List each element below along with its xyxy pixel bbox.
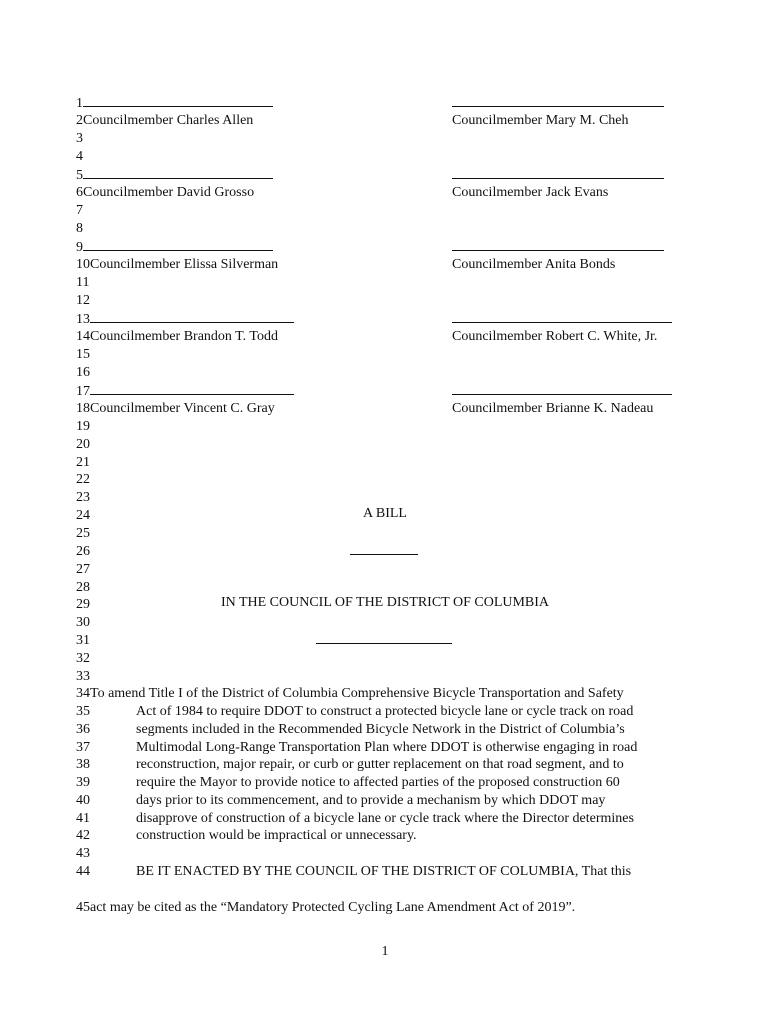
signature-line: [90, 382, 294, 395]
line-41: [76, 810, 90, 828]
line-number: 4: [76, 149, 83, 164]
line-20: [76, 436, 90, 454]
line-number: 18: [76, 401, 90, 416]
line-19: [76, 418, 90, 436]
signature-line: [83, 166, 273, 179]
council-heading: IN THE COUNCIL OF THE DISTRICT OF COLUMBIA: [220, 595, 550, 610]
line-31: [76, 632, 90, 650]
bill-heading: A BILL: [363, 506, 407, 521]
line-35: [76, 703, 90, 721]
line-number: 16: [76, 365, 90, 380]
line-number: 12: [76, 293, 90, 308]
line-number: 21: [76, 455, 90, 470]
line-number: 38: [76, 757, 90, 772]
title-text: require the Mayor to provide notice to affected parties of the proposed construction 60: [136, 775, 620, 790]
line-number: 33: [76, 669, 90, 684]
councilmember-name: Councilmember Robert C. White, Jr.: [452, 329, 658, 344]
line-number: 45: [76, 900, 90, 915]
line-number: 19: [76, 419, 90, 434]
line-number: 2: [76, 113, 83, 128]
line-number: 40: [76, 793, 90, 808]
line-44: [76, 863, 90, 881]
line-number: 17: [76, 384, 90, 399]
line-6: [76, 184, 254, 202]
date-rule: [316, 643, 452, 644]
signature-line: [452, 106, 664, 107]
page-number: 1: [381, 944, 389, 959]
line-37: [76, 739, 90, 757]
line-number: 6: [76, 185, 83, 200]
title-text: Act of 1984 to require DDOT to construct a protected bicycle lane or cycle track on road: [136, 704, 634, 719]
line-number: 27: [76, 562, 90, 577]
councilmember-name: Councilmember Jack Evans: [452, 185, 609, 200]
line-32: [76, 650, 90, 668]
line-number: 5: [76, 168, 83, 183]
line-27: [76, 561, 90, 579]
title-text: To amend Title I of the District of Columbia Comprehensive Bicycle Transportation and Safety: [90, 686, 624, 701]
line-21: [76, 454, 90, 472]
councilmember-name: Councilmember Mary M. Cheh: [452, 113, 629, 128]
line-number: 28: [76, 580, 90, 595]
line-number: 24: [76, 508, 90, 523]
line-number: 35: [76, 704, 90, 719]
line-10: [76, 256, 278, 274]
line-number: 42: [76, 828, 90, 843]
line-36: [76, 721, 90, 739]
line-number: 44: [76, 864, 90, 879]
short-title-text: act may be cited as the “Mandatory Protected Cycling Lane Amendment Act of 2019”.: [90, 900, 576, 915]
line-12: [76, 292, 90, 310]
enacting-clause: BE IT ENACTED BY THE COUNCIL OF THE DISTRICT OF COLUMBIA, That this: [136, 864, 632, 879]
line-number: 30: [76, 615, 90, 630]
line-45: [76, 899, 575, 917]
signature-line: [452, 322, 672, 323]
line-number: 31: [76, 633, 90, 648]
line-39: [76, 774, 90, 792]
councilmember-name: Councilmember Charles Allen: [83, 113, 254, 128]
line-15: [76, 346, 90, 364]
line-number: 7: [76, 203, 83, 218]
line-42: [76, 827, 90, 845]
line-number: 34: [76, 686, 90, 701]
line-number: 1: [76, 96, 83, 111]
line-number: 20: [76, 437, 90, 452]
bill-number-rule: [350, 554, 418, 555]
signature-line: [83, 238, 273, 251]
line-number: 29: [76, 597, 90, 612]
line-number: 11: [76, 275, 90, 290]
title-text: reconstruction, major repair, or curb or gutter replacement on that road segment, and to: [136, 757, 624, 772]
title-text: construction would be impractical or unnecessary.: [136, 828, 417, 843]
line-number: 39: [76, 775, 90, 790]
line-number: 9: [76, 240, 83, 255]
signature-line: [452, 394, 672, 395]
title-text: days prior to its commencement, and to provide a mechanism by which DDOT may: [136, 793, 606, 808]
councilmember-name: Councilmember Brandon T. Todd: [90, 329, 278, 344]
line-43: [76, 845, 90, 863]
line-number: 36: [76, 722, 90, 737]
line-2: [76, 112, 253, 130]
line-number: 37: [76, 740, 90, 755]
line-7: [76, 202, 83, 220]
line-30: [76, 614, 90, 632]
line-number: 32: [76, 651, 90, 666]
line-number: 8: [76, 221, 83, 236]
line-8: [76, 220, 83, 238]
line-4: [76, 148, 83, 166]
line-number: 23: [76, 490, 90, 505]
councilmember-name: Councilmember Vincent C. Gray: [90, 401, 275, 416]
line-number: 15: [76, 347, 90, 362]
line-11: [76, 274, 89, 292]
line-number: 22: [76, 472, 90, 487]
councilmember-name: Councilmember Elissa Silverman: [90, 257, 279, 272]
signature-line: [452, 178, 664, 179]
line-number: 43: [76, 846, 90, 861]
line-9: [76, 238, 273, 256]
title-text: disapprove of construction of a bicycle lane or cycle track where the Director determines: [136, 811, 634, 826]
line-number: 3: [76, 131, 83, 146]
line-number: 10: [76, 257, 90, 272]
line-13: [76, 310, 294, 328]
councilmember-name: Councilmember David Grosso: [83, 185, 255, 200]
title-text: Multimodal Long-Range Transportation Plan where DDOT is otherwise engaging in road: [136, 740, 638, 755]
line-number: 41: [76, 811, 90, 826]
line-26: [76, 543, 90, 561]
line-number: 13: [76, 312, 90, 327]
line-40: [76, 792, 90, 810]
line-1: [76, 94, 273, 112]
line-38: [76, 756, 90, 774]
line-5: [76, 166, 273, 184]
line-3: [76, 130, 83, 148]
councilmember-name: Councilmember Anita Bonds: [452, 257, 616, 272]
line-16: [76, 364, 90, 382]
signature-line: [83, 94, 273, 107]
councilmember-name: Councilmember Brianne K. Nadeau: [452, 401, 654, 416]
line-number: 25: [76, 526, 90, 541]
line-33: [76, 668, 90, 686]
line-18: [76, 400, 275, 418]
signature-line: [452, 250, 664, 251]
line-17: [76, 382, 294, 400]
line-22: [76, 471, 90, 489]
title-text: segments included in the Recommended Bicycle Network in the District of Columbia’s: [136, 722, 625, 737]
line-25: [76, 525, 90, 543]
line-number: 14: [76, 329, 90, 344]
line-34: [76, 685, 624, 703]
line-number: 26: [76, 544, 90, 559]
signature-line: [90, 310, 294, 323]
line-14: [76, 328, 278, 346]
